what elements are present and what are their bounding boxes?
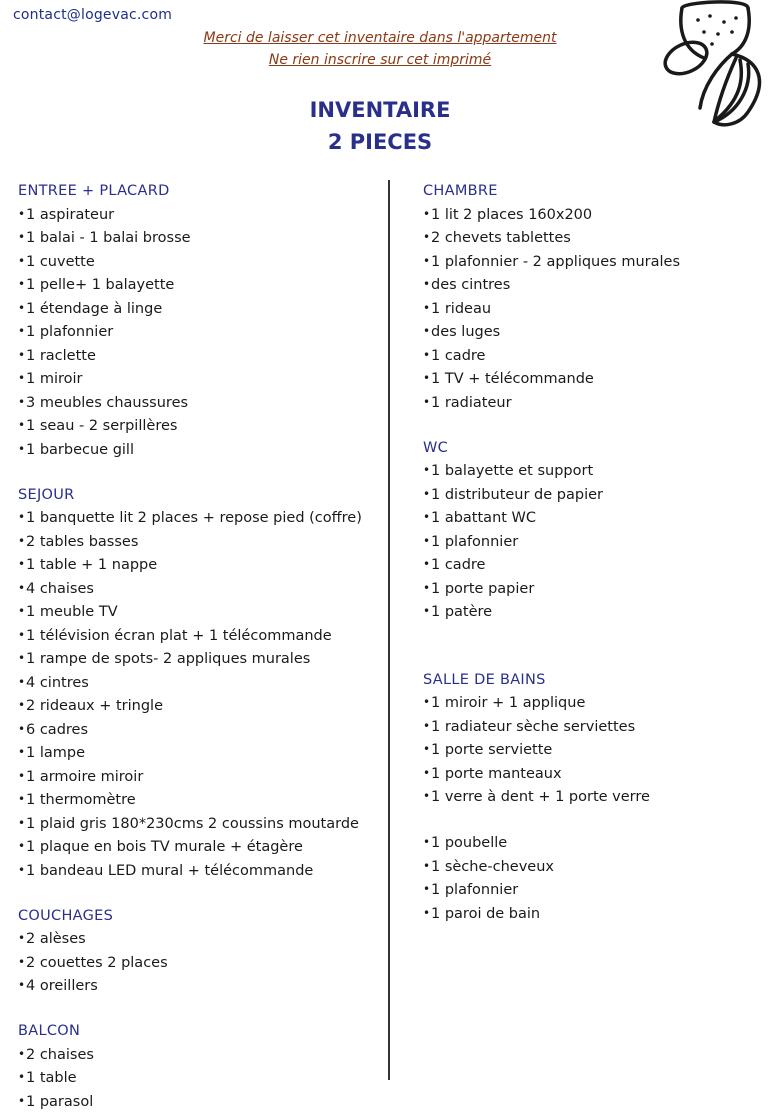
- list-item: [18, 1066, 386, 1090]
- list-item-label: 1 bandeau LED mural + télécommande: [26, 863, 313, 879]
- notice-line-2: Ne rien inscrire sur cet imprimé: [0, 52, 760, 68]
- bullet-icon: •: [18, 974, 26, 997]
- notice-line-1: Merci de laisser cet inventaire dans l'appartement: [0, 30, 760, 46]
- list-entree: [18, 203, 386, 462]
- list-item-label: 4 cintres: [26, 675, 89, 691]
- bullet-icon: •: [18, 718, 26, 741]
- list-item-label: 1 TV + télécommande: [431, 371, 594, 387]
- bullet-icon: •: [18, 320, 26, 343]
- bullet-icon: •: [18, 297, 26, 320]
- bullet-icon: •: [18, 250, 26, 273]
- list-item: [423, 831, 773, 855]
- bullet-icon: •: [423, 344, 431, 367]
- bullet-icon: •: [423, 762, 431, 785]
- list-item: [423, 506, 773, 530]
- list-item-label: 1 radiateur: [431, 395, 512, 411]
- list-item: [18, 951, 386, 975]
- bullet-icon: •: [18, 344, 26, 367]
- bullet-icon: •: [18, 927, 26, 950]
- list-item-label: 1 sèche-cheveux: [431, 859, 554, 875]
- list-item: [423, 762, 773, 786]
- list-item-label: 1 raclette: [26, 348, 96, 364]
- list-item: [423, 855, 773, 879]
- list-item: [18, 974, 386, 998]
- list-item-label: 2 tables basses: [26, 534, 138, 550]
- list-item: [423, 738, 773, 762]
- list-item: [423, 459, 773, 483]
- list-item-label: 1 porte papier: [431, 581, 534, 597]
- list-item-label: 1 cadre: [431, 557, 485, 573]
- bullet-icon: •: [423, 320, 431, 343]
- list-item: [423, 577, 773, 601]
- bullet-icon: •: [18, 788, 26, 811]
- list-item-label: 1 table + 1 nappe: [26, 557, 157, 573]
- bullet-icon: •: [18, 1066, 26, 1089]
- bullet-icon: •: [18, 671, 26, 694]
- bullet-icon: •: [18, 506, 26, 529]
- bullet-icon: •: [18, 391, 26, 414]
- section-heading-chambre: CHAMBRE: [423, 180, 773, 203]
- list-item: [18, 506, 386, 530]
- bullet-icon: •: [18, 414, 26, 437]
- list-item: [423, 878, 773, 902]
- list-item: [423, 553, 773, 577]
- bullet-icon: •: [423, 297, 431, 320]
- bullet-icon: •: [18, 530, 26, 553]
- list-item-label: 6 cadres: [26, 722, 88, 738]
- kitchen-whisk-logo-icon: [648, 0, 780, 140]
- section-heading-entree: ENTREE + PLACARD: [18, 180, 386, 203]
- list-item: [423, 297, 773, 321]
- list-item: [423, 691, 773, 715]
- list-item: [18, 812, 386, 836]
- column-divider: [388, 180, 390, 1080]
- list-item: [18, 765, 386, 789]
- list-item-label: 1 balai - 1 balai brosse: [26, 230, 191, 246]
- list-item-label: des luges: [431, 324, 500, 340]
- bullet-icon: •: [18, 951, 26, 974]
- list-item: [423, 203, 773, 227]
- list-item-label: 1 plafonnier: [431, 534, 518, 550]
- bullet-icon: •: [18, 226, 26, 249]
- list-item-label: 2 couettes 2 places: [26, 955, 168, 971]
- list-item: [18, 577, 386, 601]
- list-item-label: 1 radiateur sèche serviettes: [431, 719, 635, 735]
- bullet-icon: •: [18, 438, 26, 461]
- list-item-label: 1 paroi de bain: [431, 906, 540, 922]
- list-item-label: 2 chaises: [26, 1047, 94, 1063]
- list-item-label: 1 plafonnier - 2 appliques murales: [431, 254, 680, 270]
- list-item: [18, 624, 386, 648]
- list-salle-de-bains: [423, 691, 773, 809]
- list-item-label: 1 lampe: [26, 745, 85, 761]
- list-item-label: 1 parasol: [26, 1094, 93, 1110]
- bullet-icon: •: [18, 577, 26, 600]
- bullet-icon: •: [423, 250, 431, 273]
- list-item: [18, 438, 386, 462]
- section-heading-wc: WC: [423, 437, 773, 460]
- list-item-label: 1 banquette lit 2 places + repose pied (coffre): [26, 510, 362, 526]
- bullet-icon: •: [18, 624, 26, 647]
- list-item: [18, 859, 386, 883]
- bullet-icon: •: [18, 1043, 26, 1066]
- list-item-label: 1 thermomètre: [26, 792, 136, 808]
- list-item: [423, 273, 773, 297]
- list-item: [18, 718, 386, 742]
- bullet-icon: •: [18, 1090, 26, 1113]
- list-item: [423, 785, 773, 809]
- bullet-icon: •: [18, 694, 26, 717]
- list-item-label: 1 abattant WC: [431, 510, 536, 526]
- list-item: [18, 367, 386, 391]
- list-item: [18, 414, 386, 438]
- list-item-label: 1 balayette et support: [431, 463, 593, 479]
- bullet-icon: •: [423, 367, 431, 390]
- list-item-label: 1 cuvette: [26, 254, 95, 270]
- list-item: [18, 530, 386, 554]
- bullet-icon: •: [423, 459, 431, 482]
- list-item: [423, 600, 773, 624]
- page-title: INVENTAIRE: [0, 95, 760, 125]
- list-item-label: 1 table: [26, 1070, 77, 1086]
- list-item: [18, 250, 386, 274]
- section-heading-couchages: COUCHAGES: [18, 905, 386, 928]
- list-item-label: 2 rideaux + tringle: [26, 698, 163, 714]
- list-item: [18, 741, 386, 765]
- list-item: [18, 1043, 386, 1067]
- bullet-icon: •: [18, 859, 26, 882]
- list-item: [423, 250, 773, 274]
- list-item: [423, 391, 773, 415]
- list-item-label: 4 chaises: [26, 581, 94, 597]
- left-column: [18, 180, 386, 1113]
- list-item-label: 1 plafonnier: [431, 882, 518, 898]
- list-item-label: 1 poubelle: [431, 835, 507, 851]
- list-chambre: [423, 203, 773, 415]
- bullet-icon: •: [423, 203, 431, 226]
- list-item-label: 1 miroir: [26, 371, 83, 387]
- list-item: [18, 671, 386, 695]
- list-item-label: 2 chevets tablettes: [431, 230, 571, 246]
- list-item-label: 1 porte serviette: [431, 742, 552, 758]
- list-item: [423, 344, 773, 368]
- right-column: [423, 180, 773, 925]
- section-heading-balcon: BALCON: [18, 1020, 386, 1043]
- list-salle-de-bains-extra: [423, 831, 773, 925]
- list-item: [18, 835, 386, 859]
- bullet-icon: •: [423, 553, 431, 576]
- list-item-label: 1 verre à dent + 1 porte verre: [431, 789, 650, 805]
- list-balcon: [18, 1043, 386, 1113]
- list-couchages: [18, 927, 386, 998]
- list-wc: [423, 459, 773, 624]
- list-item: [423, 715, 773, 739]
- list-item-label: 1 distributeur de papier: [431, 487, 603, 503]
- list-item: [18, 203, 386, 227]
- bullet-icon: •: [18, 647, 26, 670]
- list-item-label: 1 cadre: [431, 348, 485, 364]
- list-item-label: 1 meuble TV: [26, 604, 118, 620]
- bullet-icon: •: [423, 530, 431, 553]
- bullet-icon: •: [18, 203, 26, 226]
- bullet-icon: •: [18, 741, 26, 764]
- bullet-icon: •: [423, 273, 431, 296]
- list-item-label: 1 armoire miroir: [26, 769, 143, 785]
- list-item: [18, 297, 386, 321]
- list-item: [423, 367, 773, 391]
- list-item: [18, 344, 386, 368]
- page-subtitle: 2 PIECES: [0, 127, 760, 157]
- bullet-icon: •: [423, 391, 431, 414]
- list-item-label: 1 porte manteaux: [431, 766, 562, 782]
- list-item: [18, 927, 386, 951]
- bullet-icon: •: [423, 483, 431, 506]
- list-item-label: 1 plaque en bois TV murale + étagère: [26, 839, 303, 855]
- list-item: [423, 320, 773, 344]
- list-item-label: 1 barbecue gill: [26, 442, 134, 458]
- bullet-icon: •: [423, 738, 431, 761]
- contact-email: contact@logevac.com: [13, 7, 172, 23]
- list-item-label: 1 aspirateur: [26, 207, 114, 223]
- list-item-label: des cintres: [431, 277, 510, 293]
- list-item-label: 1 étendage à linge: [26, 301, 162, 317]
- list-item: [18, 226, 386, 250]
- bullet-icon: •: [18, 273, 26, 296]
- list-item-label: 1 seau - 2 serpillères: [26, 418, 177, 434]
- bullet-icon: •: [423, 691, 431, 714]
- list-item-label: 1 plaid gris 180*230cms 2 coussins moutarde: [26, 816, 359, 832]
- list-item: [18, 694, 386, 718]
- bullet-icon: •: [423, 785, 431, 808]
- list-item: [423, 226, 773, 250]
- bullet-icon: •: [18, 835, 26, 858]
- list-item-label: 1 lit 2 places 160x200: [431, 207, 592, 223]
- list-item: [18, 647, 386, 671]
- bullet-icon: •: [423, 600, 431, 623]
- list-item-label: 1 patère: [431, 604, 492, 620]
- list-item: [423, 530, 773, 554]
- bullet-icon: •: [423, 878, 431, 901]
- list-item-label: 1 plafonnier: [26, 324, 113, 340]
- list-item: [18, 553, 386, 577]
- list-item: [18, 600, 386, 624]
- section-heading-salle-de-bains: SALLE DE BAINS: [423, 669, 773, 692]
- bullet-icon: •: [18, 600, 26, 623]
- bullet-icon: •: [423, 715, 431, 738]
- list-item-label: 2 alèses: [26, 931, 86, 947]
- list-item: [18, 391, 386, 415]
- bullet-icon: •: [18, 765, 26, 788]
- bullet-icon: •: [423, 902, 431, 925]
- bullet-icon: •: [423, 506, 431, 529]
- bullet-icon: •: [423, 577, 431, 600]
- list-item-label: 1 miroir + 1 applique: [431, 695, 585, 711]
- list-item-label: 3 meubles chaussures: [26, 395, 188, 411]
- list-item: [423, 902, 773, 926]
- bullet-icon: •: [18, 812, 26, 835]
- list-item-label: 1 télévision écran plat + 1 télécommande: [26, 628, 332, 644]
- list-sejour: [18, 506, 386, 882]
- list-item-label: 1 pelle+ 1 balayette: [26, 277, 174, 293]
- bullet-icon: •: [18, 553, 26, 576]
- list-item-label: 1 rideau: [431, 301, 491, 317]
- list-item-label: 1 rampe de spots- 2 appliques murales: [26, 651, 310, 667]
- bullet-icon: •: [18, 367, 26, 390]
- list-item: [18, 273, 386, 297]
- bullet-icon: •: [423, 855, 431, 878]
- list-item: [18, 320, 386, 344]
- list-item-label: 4 oreillers: [26, 978, 98, 994]
- bullet-icon: •: [423, 226, 431, 249]
- list-item: [18, 788, 386, 812]
- bullet-icon: •: [423, 831, 431, 854]
- list-item: [18, 1090, 386, 1113]
- list-item: [423, 483, 773, 507]
- section-heading-sejour: SEJOUR: [18, 484, 386, 507]
